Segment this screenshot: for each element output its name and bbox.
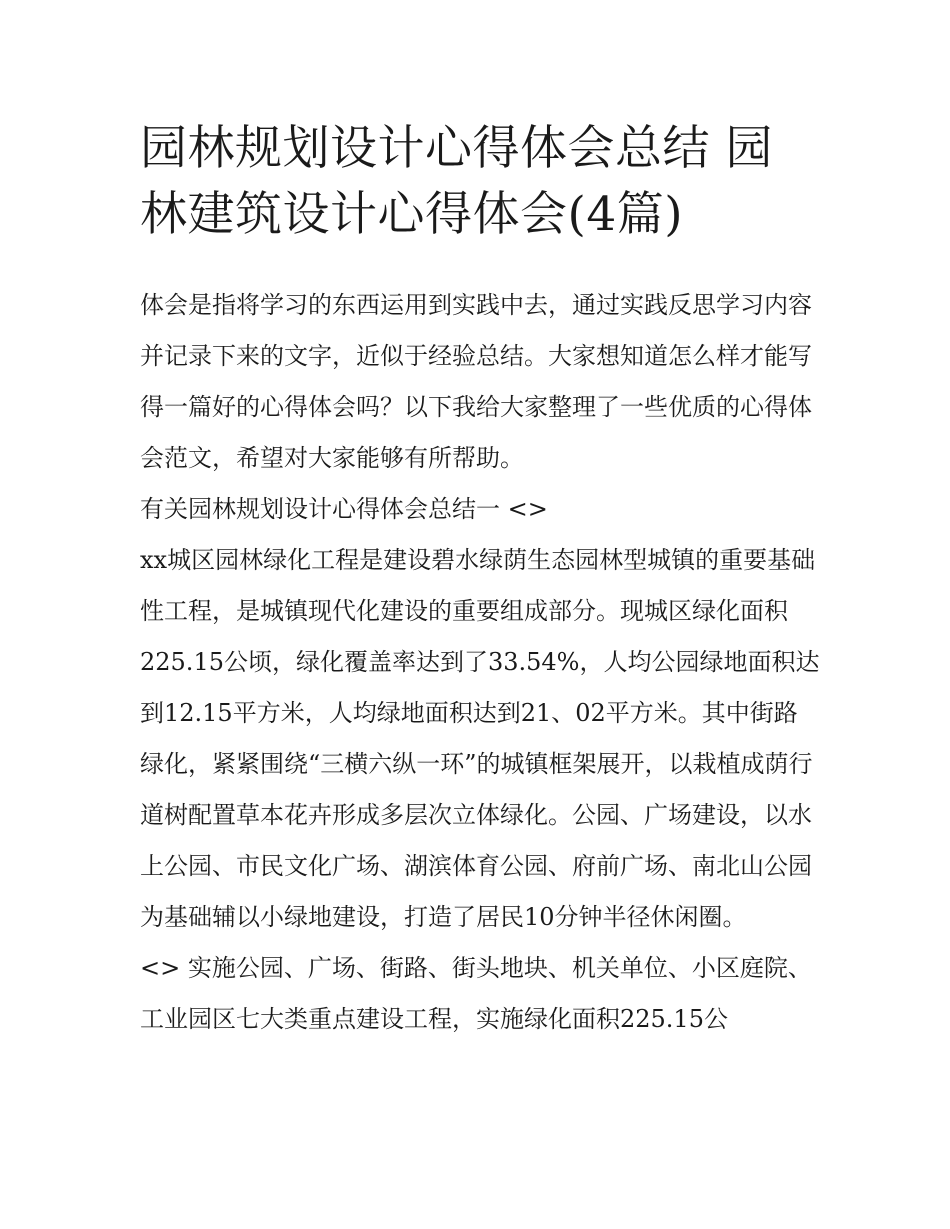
document-body (140, 280, 820, 1045)
section-heading: 有关园林规划设计心得体会总结一 <> (140, 495, 548, 523)
body-paragraph: <> 实施公园、广场、街路、街头地块、机关单位、小区庭院、工业园区七大类重点建设工程，实施绿化面积225.15公 (140, 954, 812, 1033)
intro-paragraph: 体会是指将学习的东西运用到实践中去，通过实践反思学习内容并记录下来的文字，近似于经验总结。大家想知道怎么样才能写得一篇好的心得体会吗？以下我给大家整理了一些优质的心得体会范文，希望对大家能够有所帮助。 (140, 291, 812, 472)
document-title: 园林规划设计心得体会总结 园林建筑设计心得体会(4篇) (140, 121, 773, 242)
body-paragraph: xx城区园林绿化工程是建设碧水绿荫生态园林型城镇的重要基础性工程，是城镇现代化建设的重要组成部分。现城区绿化面积225.15公顷，绿化覆盖率达到了33.54%，人均公园绿地面积达到12.15平方米，人均绿地面积达到21、02平方米。其中街路绿化，紧紧围绕“三横六纵一环”的城镇框架展开，以栽植成荫行道树配置草本花卉形成多层次立体绿化。公园、广场建设，以水上公园、市民文化广场、湖滨体育公园、府前广场、南北山公园为基础辅以小绿地建设，打造了居民10分钟半径休闲圈。 (140, 546, 820, 931)
